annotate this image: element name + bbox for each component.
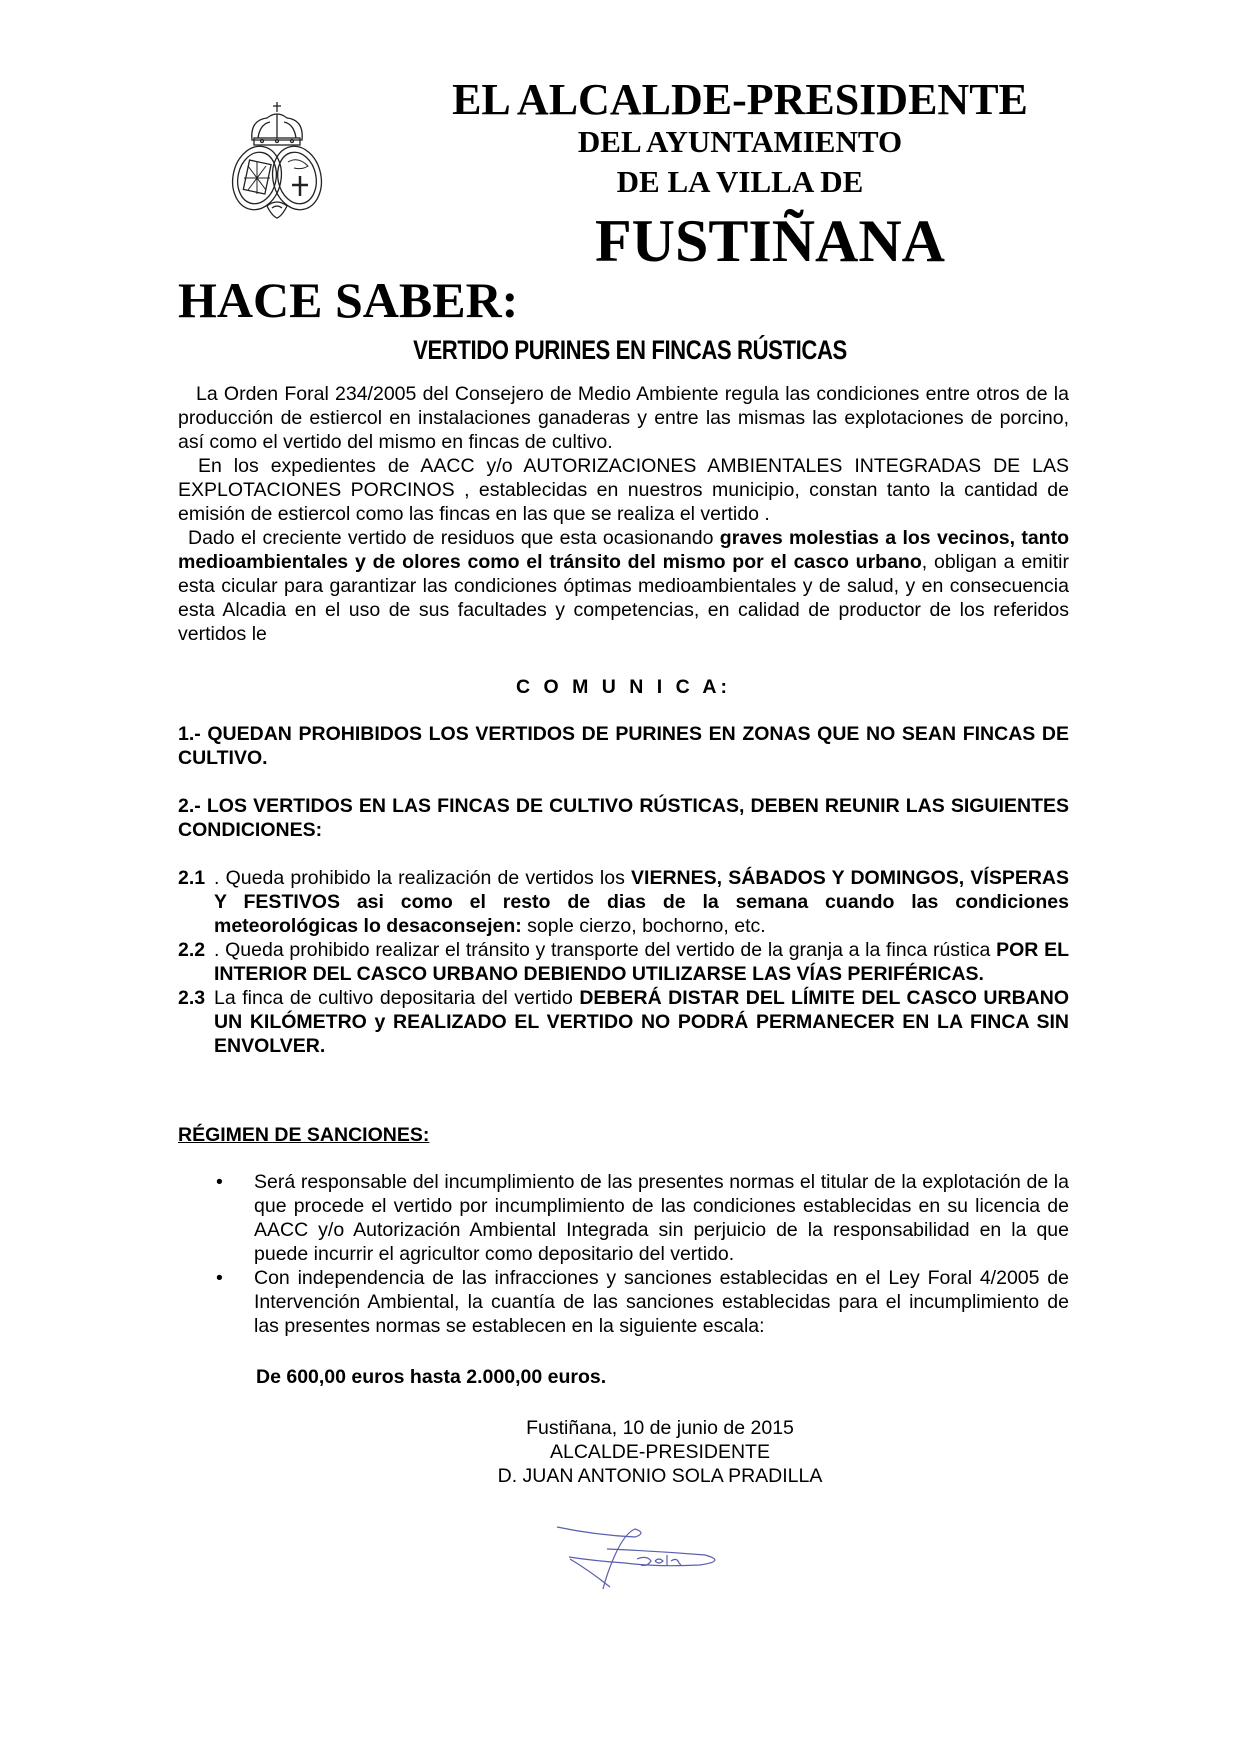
intro-paragraph-3 — [178, 526, 1069, 646]
condition-text-b: sople cierzo, bochorno, etc. — [521, 915, 766, 937]
intro-section — [178, 382, 1069, 646]
header-town-name: FUSTIÑANA — [594, 208, 946, 274]
condition-text-bold: DEBERÁ DISTAR DEL LÍMITE DEL CASCO URBANO UN KILÓMETRO y REALIZADO EL VERTIDO NO PODRÁ PERMANECER EN LA FINCA SIN ENVOLVER. — [214, 987, 1070, 1057]
sanction-text: Será responsable del incumplimiento de las presentes normas el titular de la explotación de la que procede el vertido por incumplimiento de las condiciones establecidas en su licencia de AACC y/o Autorización Ambiental Integrada sin perjuicio de la responsabilidad en la que puede incurrir el agricultor como depositario del vertido. — [254, 1171, 1069, 1265]
condition-text-a: . Queda prohibido realizar el tránsito y transporte del vertido de la granja a la finca rústica — [214, 939, 997, 961]
sanction-amount: De 600,00 euros hasta 2.000,00 euros. — [256, 1366, 607, 1388]
place-and-date: Fustiñana, 10 de junio de 2015 — [526, 1417, 794, 1439]
condition-text — [214, 986, 1069, 1058]
sanctions-heading: RÉGIMEN DE SANCIONES: — [178, 1124, 430, 1146]
intro-paragraph-3-text-a: Dado el creciente vertido de residuos que esta ocasionando — [188, 527, 720, 549]
intro-paragraph-1-text: La Orden Foral 234/2005 del Consejero de Medio Ambiente regula las condiciones entre otros de la producción de estiercol en instalaciones ganaderas y entre las mismas las explotaciones de porcino, así como el vertido del mismo en fincas de cultivo. — [178, 383, 1069, 453]
condition-number: 2.3 — [178, 987, 206, 1009]
signer-name: D. JUAN ANTONIO SOLA PRADILLA — [497, 1465, 823, 1487]
document-subject: VERTIDO PURINES EN FINCAS RÚSTICAS — [413, 335, 847, 365]
comunica-heading: C O M U N I C A: — [516, 676, 731, 698]
bullet-icon: • — [216, 1171, 223, 1193]
condition-text-bold: VIERNES, SÁBADOS Y DOMINGOS, VÍSPERAS Y FESTIVOS asi como el resto de dias de la semana cuando las condiciones meteorológicas lo desaconsejen: — [214, 867, 1070, 937]
condition-number: 2.2 — [178, 939, 206, 961]
intro-paragraph-3-bold: graves molestias a los vecinos, tanto medioambientales y de olores como el tránsito del mismo por el casco urbano — [178, 527, 1069, 573]
sanctions-list — [216, 1170, 1069, 1338]
provision-1: 1.- QUEDAN PROHIBIDOS LOS VERTIDOS DE PURINES EN ZONAS QUE NO SEAN FINCAS DE CULTIVO. — [178, 723, 1069, 769]
bullet-icon: • — [216, 1267, 223, 1289]
condition-text-a: . Queda prohibido la realización de vertidos los — [214, 867, 632, 889]
sanction-text: Con independencia de las infracciones y sanciones establecidas en el Ley Foral 4/2005 de Intervención Ambiental, la cuantía de las sanciones establecidas para el incumplimiento de las presentes normas se establecen en la siguiente escala: — [254, 1267, 1069, 1337]
intro-paragraph-2 — [178, 454, 1069, 526]
hace-saber-heading: HACE SABER: — [178, 272, 519, 328]
condition-text-bold: POR EL INTERIOR DEL CASCO URBANO DEBIENDO UTILIZARSE LAS VÍAS PERIFÉRICAS. — [214, 939, 1069, 985]
sanction-bullet — [216, 1266, 1069, 1338]
condition-text — [214, 866, 1069, 938]
intro-paragraph-3-text-b: , obligan a emitir esta cicular para garantizar las condiciones óptimas medioambientales y de salud, y en consecuencia esta Alcadia en el uso de sus facultades y competencias, en calidad de productor de los referidos vertidos le — [178, 551, 1069, 645]
coat-of-arms-icon — [222, 100, 332, 220]
signer-role: ALCALDE-PRESIDENTE — [550, 1441, 770, 1463]
provision-2: 2.- LOS VERTIDOS EN LAS FINCAS DE CULTIVO RÚSTICAS, DEBEN REUNIR LAS SIGUIENTES CONDICIONES: — [178, 795, 1069, 841]
signature-block — [470, 1416, 850, 1488]
intro-paragraph-2-text: En los expedientes de AACC y/o AUTORIZACIONES AMBIENTALES INTEGRADAS DE LAS EXPLOTACIONES PORCINOS , establecidas en nuestros municipio, constan tanto la cantidad de emisión de estiercol como las fincas en las que se realiza el vertido . — [178, 455, 1069, 525]
condition-number: 2.1 — [178, 867, 206, 889]
header-subtitle-ayuntamiento: DEL AYUNTAMIENTO — [577, 124, 903, 159]
sanction-bullet — [216, 1170, 1069, 1266]
header-subtitle-villa: DE LA VILLA DE — [616, 164, 864, 199]
condition-2-2 — [178, 938, 1069, 986]
conditions-list — [178, 866, 1069, 1058]
handwritten-signature — [555, 1515, 725, 1590]
condition-2-1 — [178, 866, 1069, 938]
condition-2-3 — [178, 986, 1069, 1058]
condition-text — [214, 938, 1069, 986]
condition-text-a: La finca de cultivo depositaria del vertido — [214, 987, 580, 1009]
header-title: EL ALCALDE-PRESIDENTE — [452, 75, 1028, 124]
intro-paragraph-1 — [178, 382, 1069, 454]
